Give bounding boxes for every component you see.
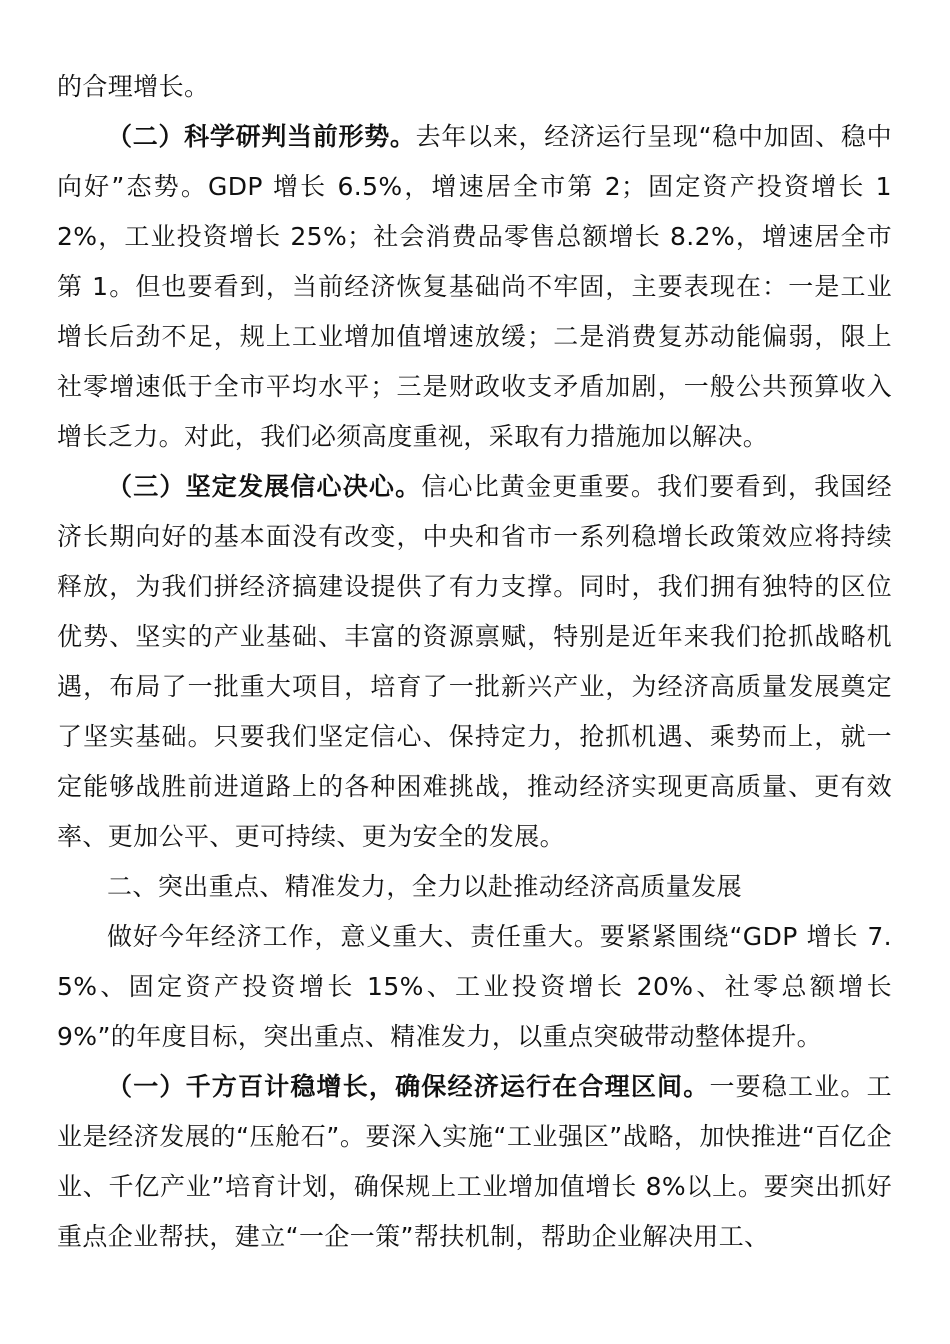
paragraph-section-1 [57,1062,892,1262]
paragraph-body: 一要稳工业。工业是经济发展的“压舱石”。要深入实施“工业强区”战略，加快推进“百亿企业、千亿产业”培育计划，确保规上工业增加值增长 8%以上。要突出抓好重点企业帮扶，建立“一企一策”帮扶机制，帮助企业解决用工、 [57,1072,892,1251]
paragraph-body: 二、突出重点、精准发力，全力以赴推动经济高质量发展 [107,872,743,901]
section-heading: （二）科学研判当前形势。 [107,122,416,151]
section-heading: （三）坚定发展信心决心。 [107,472,422,501]
paragraph-continuation [57,62,892,112]
paragraph-body: 信心比黄金更重要。我们要看到，我国经济长期向好的基本面没有改变，中央和省市一系列稳增长政策效应将持续释放，为我们拼经济搞建设提供了有力支撑。同时，我们拥有独特的区位优势、坚实的产业基础、丰富的资源禀赋，特别是近年来我们抢抓战略机遇，布局了一批重大项目，培育了一批新兴产业，为经济高质量发展奠定了坚实基础。只要我们坚定信心、保持定力，抢抓机遇、乘势而上，就一定能够战胜前进道路上的各种困难挑战，推动经济实现更高质量、更有效率、更加公平、更可持续、更为安全的发展。 [57,472,892,851]
paragraph-body: 去年以来，经济运行呈现“稳中加固、稳中向好”态势。GDP 增长 6.5%，增速居全市第 2；固定资产投资增长 12%，工业投资增长 25%；社会消费品零售总额增长 8.2%，增速居全市第 1。但也要看到，当前经济恢复基础尚不牢固，主要表现在：一是工业增长后劲不足，规上工业增加值增速放缓；二是消费复苏动能偏弱，限上社零增速低于全市平均水平；三是财政收支矛盾加剧，一般公共预算收入增长乏力。对此，我们必须高度重视，采取有力措施加以解决。 [57,122,892,451]
paragraph-section-3 [57,462,892,862]
paragraph-intro [57,912,892,1062]
paragraph-section-2 [57,112,892,462]
paragraph-body: 的合理增长。 [57,72,210,101]
chapter-heading [57,862,892,912]
section-heading: （一）千方百计稳增长，确保经济运行在合理区间。 [107,1072,710,1101]
paragraph-body: 做好今年经济工作，意义重大、责任重大。要紧紧围绕“GDP 增长 7.5%、固定资产投资增长 15%、工业投资增长 20%、社零总额增长 9%”的年度目标，突出重点、精准发力，以重点突破带动整体提升。 [57,922,892,1051]
